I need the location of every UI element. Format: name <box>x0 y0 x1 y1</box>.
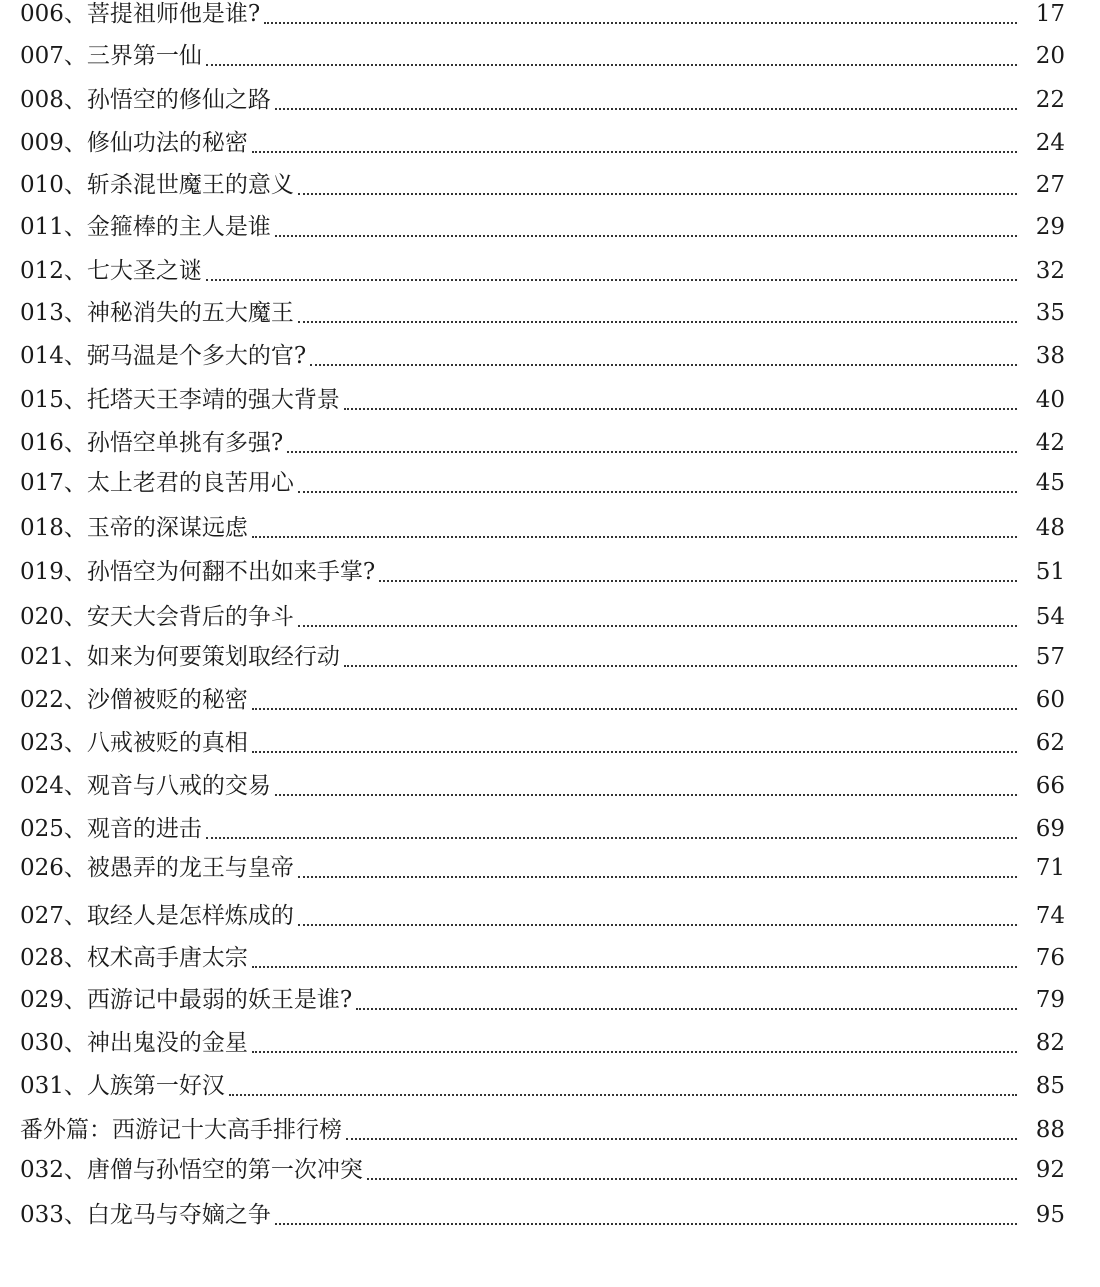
entry-page-number: 42 <box>1035 430 1065 456</box>
toc-entry-017[interactable] <box>20 465 1065 501</box>
dot-leader <box>298 321 1017 323</box>
entry-title: 018、玉帝的深谋远虑 <box>20 515 248 541</box>
entry-title: 006、菩提祖师他是谁? <box>20 1 261 27</box>
entry-title: 008、孙悟空的修仙之路 <box>20 87 271 113</box>
toc-entry-007[interactable] <box>20 38 1065 74</box>
entry-title: 013、神秘消失的五大魔王 <box>20 300 294 326</box>
entry-title: 010、斩杀混世魔王的意义 <box>20 172 294 198</box>
dot-leader <box>275 1223 1017 1225</box>
entry-page-number: 32 <box>1035 258 1065 284</box>
toc-entry-010[interactable] <box>20 167 1065 203</box>
toc-entry-014[interactable] <box>20 338 1065 374</box>
entry-page-number: 92 <box>1035 1157 1065 1183</box>
entry-page-number: 62 <box>1035 730 1065 756</box>
entry-page-number: 20 <box>1035 43 1065 69</box>
entry-page-number: 48 <box>1035 515 1065 541</box>
dot-leader <box>298 491 1017 493</box>
entry-page-number: 27 <box>1035 172 1065 198</box>
toc-entry-030[interactable] <box>20 1025 1065 1061</box>
toc-entry-021[interactable] <box>20 639 1065 675</box>
entry-page-number: 38 <box>1035 343 1065 369</box>
entry-title: 028、权术高手唐太宗 <box>20 945 248 971</box>
toc-entry-016[interactable] <box>20 425 1065 461</box>
entry-title: 032、唐僧与孙悟空的第一次冲突 <box>20 1157 363 1183</box>
dot-leader <box>275 108 1017 110</box>
dot-leader <box>344 408 1017 410</box>
entry-title: 024、观音与八戒的交易 <box>20 773 271 799</box>
entry-title: 026、被愚弄的龙王与皇帝 <box>20 855 294 881</box>
toc-entry-019[interactable] <box>20 554 1065 590</box>
dot-leader <box>206 279 1017 281</box>
toc-entry-008[interactable] <box>20 82 1065 118</box>
entry-page-number: 69 <box>1035 816 1065 842</box>
dot-leader <box>310 364 1017 366</box>
entry-title: 016、孙悟空单挑有多强? <box>20 430 284 456</box>
entry-title: 030、神出鬼没的金星 <box>20 1030 248 1056</box>
entry-title: 011、金箍棒的主人是谁 <box>20 214 271 240</box>
dot-leader <box>287 451 1017 453</box>
entry-title: 009、修仙功法的秘密 <box>20 130 248 156</box>
toc-entry-025[interactable] <box>20 811 1065 847</box>
entry-title: 021、如来为何要策划取经行动 <box>20 644 340 670</box>
toc-entry-027[interactable] <box>20 898 1065 934</box>
dot-leader <box>275 794 1017 796</box>
entry-page-number: 57 <box>1035 644 1065 670</box>
dot-leader <box>275 235 1017 237</box>
entry-title: 015、托塔天王李靖的强大背景 <box>20 387 340 413</box>
toc-entry-024[interactable] <box>20 768 1065 804</box>
dot-leader <box>206 64 1017 66</box>
toc-entry-028[interactable] <box>20 940 1065 976</box>
entry-page-number: 85 <box>1035 1073 1065 1099</box>
entry-title: 007、三界第一仙 <box>20 43 202 69</box>
entry-page-number: 74 <box>1035 903 1065 929</box>
entry-page-number: 22 <box>1035 87 1065 113</box>
toc-entry-013[interactable] <box>20 295 1065 331</box>
dot-leader <box>252 1051 1017 1053</box>
entry-page-number: 88 <box>1035 1117 1065 1143</box>
entry-title: 019、孙悟空为何翻不出如来手掌? <box>20 559 376 585</box>
toc-entry-009[interactable] <box>20 125 1065 161</box>
entry-page-number: 29 <box>1035 214 1065 240</box>
toc-entry-011[interactable] <box>20 209 1065 245</box>
dot-leader <box>252 966 1017 968</box>
entry-page-number: 24 <box>1035 130 1065 156</box>
entry-title: 031、人族第一好汉 <box>20 1073 225 1099</box>
toc-entry-extra-chapter[interactable] <box>20 1112 1065 1148</box>
dot-leader <box>298 876 1017 878</box>
toc-entry-032[interactable] <box>20 1152 1065 1188</box>
toc-entry-022[interactable] <box>20 682 1065 718</box>
dot-leader <box>252 708 1017 710</box>
entry-page-number: 82 <box>1035 1030 1065 1056</box>
entry-title: 014、弼马温是个多大的官? <box>20 343 307 369</box>
toc-entry-023[interactable] <box>20 725 1065 761</box>
dot-leader <box>206 837 1017 839</box>
toc-entry-006[interactable] <box>20 0 1065 32</box>
entry-page-number: 60 <box>1035 687 1065 713</box>
dot-leader <box>252 536 1017 538</box>
entry-title: 033、白龙马与夺嫡之争 <box>20 1202 271 1228</box>
entry-title: 012、七大圣之谜 <box>20 258 202 284</box>
entry-page-number: 17 <box>1035 1 1065 27</box>
entry-page-number: 54 <box>1035 604 1065 630</box>
entry-title: 023、八戒被贬的真相 <box>20 730 248 756</box>
dot-leader <box>298 625 1017 627</box>
dot-leader <box>229 1094 1017 1096</box>
entry-title: 020、安天大会背后的争斗 <box>20 604 294 630</box>
dot-leader <box>379 580 1017 582</box>
dot-leader <box>356 1008 1017 1010</box>
dot-leader <box>264 22 1017 24</box>
dot-leader <box>346 1138 1017 1140</box>
entry-title: 029、西游记中最弱的妖王是谁? <box>20 987 353 1013</box>
toc-entry-020[interactable] <box>20 599 1065 635</box>
dot-leader <box>298 924 1017 926</box>
dot-leader <box>344 665 1017 667</box>
dot-leader <box>252 151 1017 153</box>
entry-page-number: 79 <box>1035 987 1065 1013</box>
entry-page-number: 51 <box>1035 559 1065 585</box>
dot-leader <box>298 193 1017 195</box>
entry-page-number: 45 <box>1035 470 1065 496</box>
toc-entry-012[interactable] <box>20 253 1065 289</box>
entry-page-number: 66 <box>1035 773 1065 799</box>
toc-entry-029[interactable] <box>20 982 1065 1018</box>
entry-page-number: 40 <box>1035 387 1065 413</box>
entry-title: 025、观音的进击 <box>20 816 202 842</box>
entry-page-number: 76 <box>1035 945 1065 971</box>
toc-entry-026[interactable] <box>20 850 1065 886</box>
entry-page-number: 35 <box>1035 300 1065 326</box>
dot-leader <box>252 751 1017 753</box>
entry-title: 022、沙僧被贬的秘密 <box>20 687 248 713</box>
entry-title: 番外篇：西游记十大高手排行榜 <box>20 1117 342 1143</box>
toc-entry-033[interactable] <box>20 1197 1065 1233</box>
toc-entry-015[interactable] <box>20 382 1065 418</box>
entry-title: 027、取经人是怎样炼成的 <box>20 903 294 929</box>
dot-leader <box>367 1178 1017 1180</box>
entry-page-number: 95 <box>1035 1202 1065 1228</box>
entry-title: 017、太上老君的良苦用心 <box>20 470 294 496</box>
entry-page-number: 71 <box>1035 855 1065 881</box>
toc-entry-031[interactable] <box>20 1068 1065 1104</box>
toc-entry-018[interactable] <box>20 510 1065 546</box>
